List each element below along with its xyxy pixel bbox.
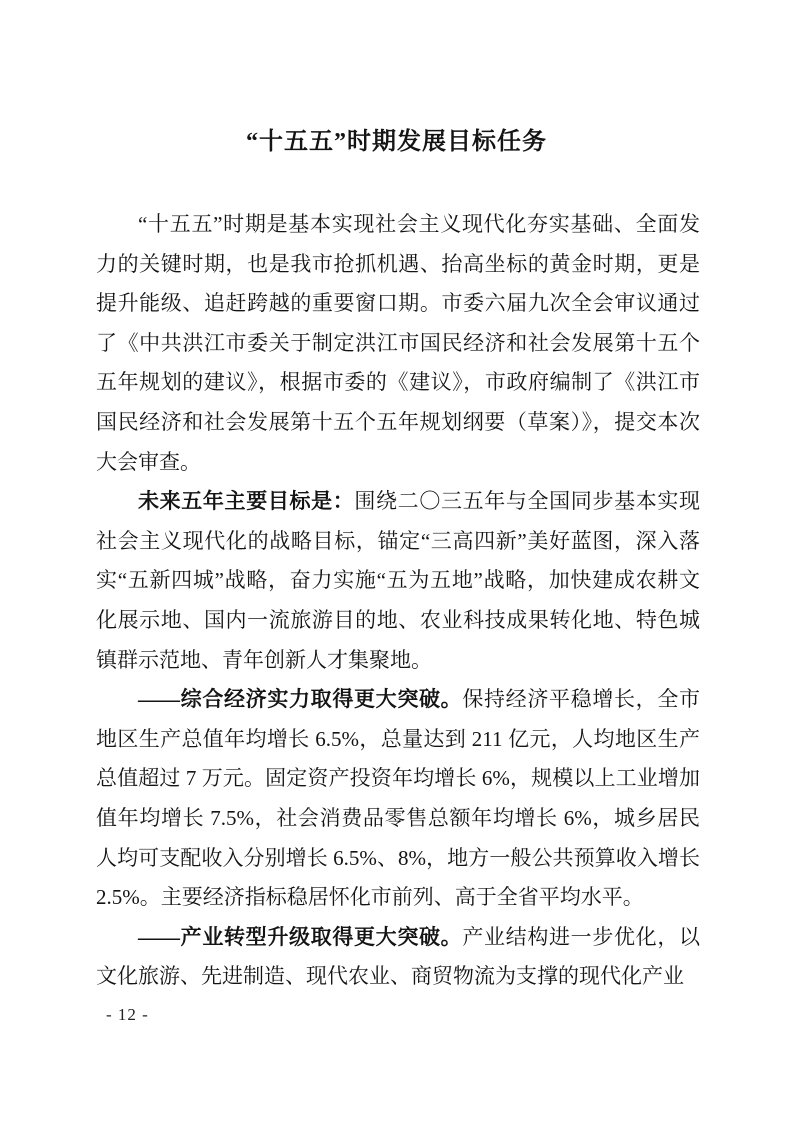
paragraph-text: 保持经济平稳增长，全市地区生产总值年均增长 6.5%，总量达到 211 亿元，人均地区生产总值超过 7 万元。固定资产投资年均增长 6%，规模以上工业增加值年均增长 7.5%，社会消费品零售总额年均增长 6%，城乡居民人均可支配收入分别增长 6.5%、8%，地方一般公共预算收入增长 2.5%。主要经济指标稳居怀化市前列、高于全省平均水平。	[96, 687, 701, 910]
paragraph-industry	[96, 918, 700, 997]
paragraph-intro	[96, 205, 700, 482]
document-title: “十五五”时期发展目标任务	[246, 129, 547, 155]
paragraph-economy	[96, 680, 700, 918]
page-number: - 12 -	[106, 1005, 149, 1024]
paragraph-lead: ——综合经济实力取得更大突破。	[138, 687, 463, 712]
paragraph-lead: 未来五年主要目标是：	[138, 489, 355, 514]
paragraph-text: 围绕二〇三五年与全国同步基本实现社会主义现代化的战略目标，锚定“三高四新”美好蓝图，深入落实“五新四城”战略，奋力实施“五为五地”战略，加快建成农耕文化展示地、国内一流旅游目的地、农业科技成果转化地、特色城镇群示范地、青年创新人才集聚地。	[96, 489, 701, 672]
paragraph-text: 产业结构进一步优化，以文化旅游、先进制造、现代农业、商贸物流为支撑的现代化产业	[96, 924, 701, 989]
paragraph-lead: ——产业转型升级取得更大突破。	[138, 924, 463, 949]
paragraph-text: “十五五”时期是基本实现社会主义现代化夯实基础、全面发力的关键时期，也是我市抢抓机遇、抬高坐标的黄金时期，更是提升能级、追赶跨越的重要窗口期。市委六届九次全会审议通过了《中共洪江市委关于制定洪江市国民经济和社会发展第十五个五年规划的建议》，根据市委的《建议》，市政府编制了《洪江市国民经济和社会发展第十五个五年规划纲要（草案）》，提交本次大会审查。	[96, 212, 700, 474]
document-body	[96, 205, 700, 997]
paragraph-goals	[96, 482, 700, 680]
